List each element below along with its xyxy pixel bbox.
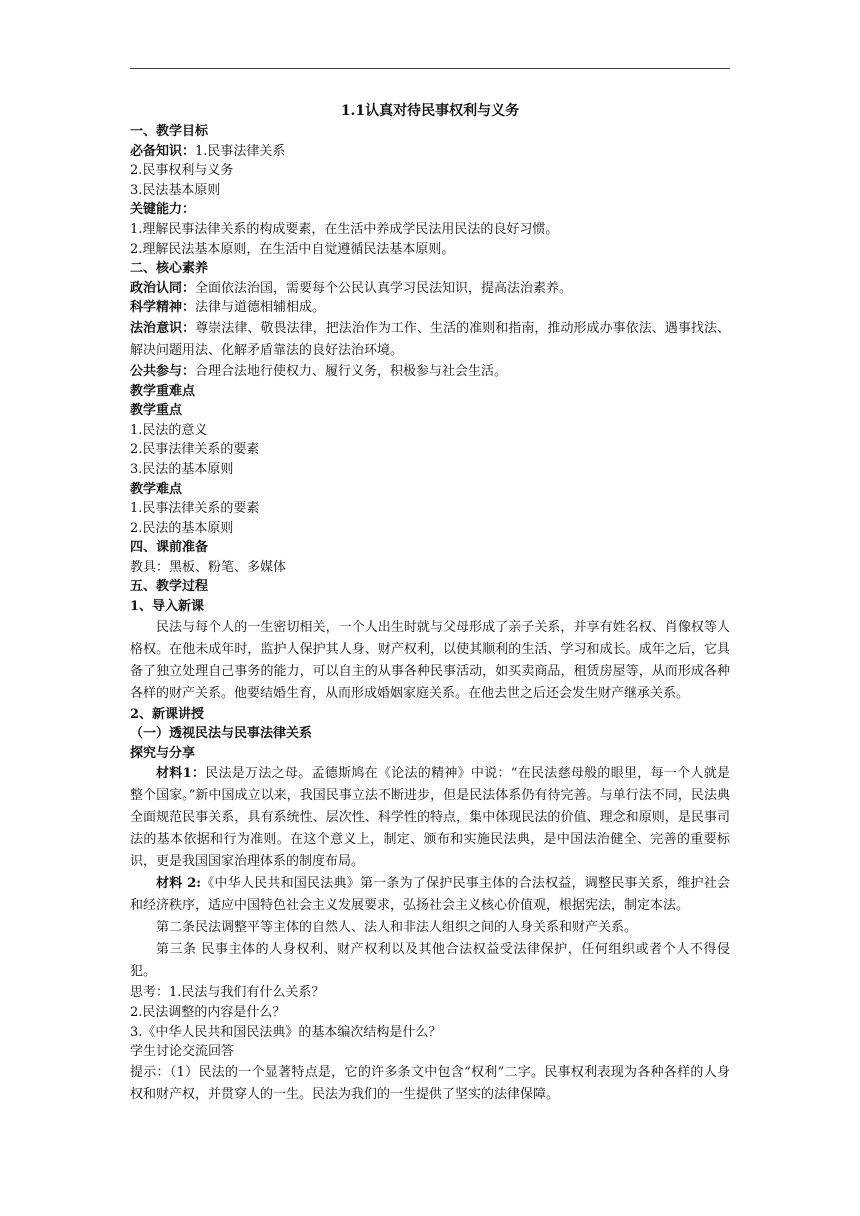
- section-heading-key-difficult: 教学重难点: [130, 383, 196, 399]
- article-3: 第三条 民事主体的人身权利、财产权利以及其他合法权益受法律保护，任何组织或者个人不得侵犯。: [130, 942, 730, 980]
- literacy-text: 合理合法地行使权力、履行义务，积极参与社会生活。: [195, 363, 508, 379]
- literacy-label: 法治意识：: [130, 320, 196, 336]
- literacy-item: [130, 279, 730, 299]
- literacy-item: [130, 298, 730, 318]
- new-lesson-heading: 2、新课讲授: [130, 706, 205, 722]
- literacy-label: 科学精神：: [130, 300, 196, 316]
- question: 3.《中华人民共和国民法典》的基本编次结构是什么？: [130, 1024, 442, 1040]
- knowledge-item: 1.民事法律关系: [195, 143, 286, 159]
- material-2-label: 材料 2:: [156, 876, 202, 892]
- key-points-heading: 教学重点: [130, 403, 183, 419]
- literacy-item: [130, 318, 730, 362]
- section-heading-process: 五、教学过程: [130, 579, 209, 595]
- header-rule: [130, 68, 730, 69]
- section-heading-preparation: 四、课前准备: [130, 540, 209, 556]
- intro-paragraph: 民法与每个人的一生密切相关，一个人出生时就与父母形成了亲子关系，并享有姓名权、肖像权等人格权。在他未成年时，监护人保护其人身、财产权利，以使其顺利的生活、学习和成长。成年之后，它具备了独立处理自己事务的能力，可以自主的从事各种民事活动，如买卖商品，租赁房屋等，从而形成各种各样的财产关系。他要结婚生育，从而形成婚姻家庭关系。在他去世之后还会发生财产继承关系。: [130, 619, 730, 701]
- material-1-text: 民法是万法之母。孟德斯鸠在《论法的精神》中说：“在民法慈母般的眼里，每一个人就是整个国家。”新中国成立以来，我国民事立法不断进步，但是民法体系仍有待完善。与单行法不同，民法典全面规范民事关系，具有系统性、层次性、科学性的特点，集中体现民法的价值、理念和原则，是民事司法的基本依据和行为准则。在这个意义上，制定、颁布和实施民法典，是中国法治健全、完善的重要标识，更是我国国家治理体系的制度布局。: [130, 766, 731, 870]
- document-title: 1.1认真对待民事权利与义务: [340, 103, 520, 119]
- key-point: 2.民事法律关系的要素: [130, 442, 260, 458]
- question: 思考：1.民法与我们有什么关系？: [130, 985, 325, 1001]
- question: 2.民法调整的内容是什么？: [130, 1005, 286, 1021]
- literacy-label: 公共参与：: [130, 363, 196, 379]
- discussion-note: 学生讨论交流回答: [130, 1044, 235, 1060]
- article-2: 第二条民法调整平等主体的自然人、法人和非法人组织之间的人身关系和财产关系。: [156, 920, 638, 936]
- subsection-heading: （一）透视民法与民事法律关系: [130, 726, 313, 742]
- literacy-label: 政治认同：: [130, 280, 196, 296]
- section-heading-literacy: 二、核心素养: [130, 261, 209, 277]
- ability-item: 2.理解民法基本原则，在生活中自觉遵循民法基本原则。: [130, 241, 455, 257]
- knowledge-label: 必备知识：: [130, 143, 196, 159]
- intro-heading: 1、导入新课: [130, 599, 205, 615]
- difficult-points-heading: 教学难点: [130, 481, 183, 497]
- difficult-point: 2.民法的基本原则: [130, 520, 234, 536]
- material-1: [130, 763, 730, 873]
- key-point: 1.民法的意义: [130, 422, 208, 438]
- literacy-text: 全面依法治国，需要每个公民认真学习民法知识，提高法治素养。: [195, 280, 573, 296]
- knowledge-item: 3.民法基本原则: [130, 182, 221, 198]
- document-page: [130, 100, 730, 1106]
- key-point: 3.民法的基本原则: [130, 461, 234, 477]
- explore-heading: 探究与分享: [130, 745, 196, 761]
- ability-label: 关键能力：: [130, 202, 196, 218]
- knowledge-item: 2.民事权利与义务: [130, 163, 234, 179]
- literacy-text: 法律与道德相辅相成。: [195, 300, 326, 316]
- material-2-text: 《中华人民共和国民法典》第一条为了保护民事主体的合法权益，调整民事关系，维护社会和经济秩序，适应中国特色社会主义发展要求，弘扬社会主义核心价值观，根据宪法，制定本法。: [130, 876, 730, 914]
- material-1-label: 材料1：: [156, 766, 206, 782]
- literacy-text: 尊崇法律、敬畏法律，把法治作为工作、生活的准则和指南，推动形成办事依法、遇事找法、解决问题用法、化解矛盾靠法的良好法治环境。: [130, 320, 730, 358]
- ability-item: 1.理解民事法律关系的构成要素，在生活中养成学民法用民法的良好习惯。: [130, 221, 559, 237]
- knowledge-line: [130, 142, 730, 162]
- section-heading-objectives: 一、教学目标: [130, 124, 209, 139]
- material-2: [130, 873, 730, 917]
- hint-paragraph: 提示：（1）民法的一个显著特点是，它的许多条文中包含“权利”二字。民事权利表现为各种各样的人身权和财产权，并贯穿人的一生。民法为我们的一生提供了坚实的法律保障。: [130, 1064, 730, 1102]
- preparation-text: 教具：黑板、粉笔、多媒体: [130, 559, 287, 575]
- difficult-point: 1.民事法律关系的要素: [130, 501, 260, 517]
- literacy-item: [130, 362, 730, 382]
